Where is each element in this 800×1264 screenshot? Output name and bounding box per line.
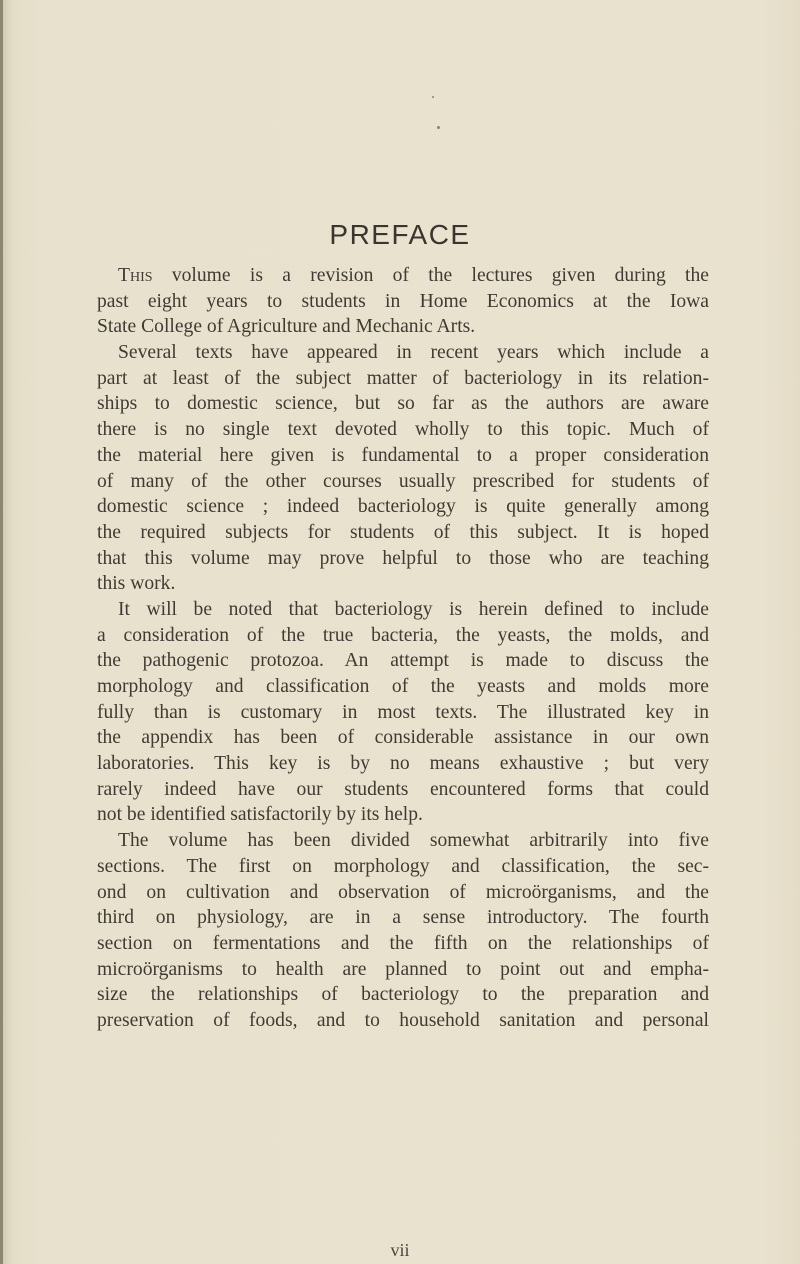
text-line: The volume has been divided somewhat arbitrarily into five — [118, 830, 709, 852]
text-line: past eight years to students in Home Economics at the Iowa — [97, 290, 709, 312]
text-line: sections. The first on morphology and classification, the sec- — [97, 855, 709, 877]
text-line: rarely indeed have our students encountered forms that could — [97, 778, 709, 800]
text-line: ond on cultivation and observation of microörganisms, and the — [97, 881, 709, 903]
text-line: the material here given is fundamental to a proper consideration — [97, 444, 709, 466]
page-number: vii — [390, 1240, 410, 1260]
paper-speck — [437, 126, 440, 129]
text-line: domestic science ; indeed bacteriology is quite generally among — [97, 496, 709, 518]
text-line: the required subjects for students of this subject. It is hoped — [97, 521, 709, 543]
first-word: This — [118, 265, 153, 286]
page-gutter-edge — [0, 0, 3, 1264]
text-line: microörganisms to health are planned to point out and empha- — [97, 958, 709, 980]
preface-body — [97, 263, 709, 1034]
text-line-rest: volume is a revision of the lectures given during the — [152, 265, 709, 286]
text-line: this work. — [97, 573, 176, 595]
text-line: there is no single text devoted wholly to this topic. Much of — [97, 419, 709, 441]
text-line: size the relationships of bacteriology to the preparation and — [97, 984, 709, 1006]
text-line: a consideration of the true bacteria, the yeasts, the molds, and — [97, 624, 709, 646]
text-line: section on fermentations and the fifth on the relationships of — [97, 932, 709, 954]
text-line: that this volume may prove helpful to those who are teaching — [97, 547, 709, 569]
text-line: the pathogenic protozoa. An attempt is made to discuss the — [97, 650, 709, 672]
text-line: preservation of foods, and to household sanitation and personal — [97, 1009, 709, 1031]
text-line: part at least of the subject matter of bacteriology in its relation- — [97, 367, 709, 389]
text-line: Several texts have appeared in recent years which include a — [118, 342, 709, 364]
text-line: It will be noted that bacteriology is herein defined to include — [118, 598, 709, 620]
paper-speck — [432, 96, 434, 98]
text-line: laboratories. This key is by no means exhaustive ; but very — [97, 753, 709, 775]
text-line: third on physiology, are in a sense introductory. The fourth — [97, 907, 709, 929]
text-line: fully than is customary in most texts. The illustrated key in — [97, 701, 709, 723]
text-line: ships to domestic science, but so far as the authors are aware — [97, 393, 709, 415]
text-line: of many of the other courses usually prescribed for students of — [97, 470, 709, 492]
text-line: State College of Agriculture and Mechanic Arts. — [97, 316, 476, 338]
text-line: not be identified satisfactorily by its help. — [97, 804, 423, 826]
text-line: the appendix has been of considerable assistance in our own — [97, 727, 709, 749]
page-title: PREFACE — [329, 219, 471, 250]
text-line — [97, 263, 709, 289]
text-line: morphology and classification of the yeasts and molds more — [97, 676, 709, 697]
